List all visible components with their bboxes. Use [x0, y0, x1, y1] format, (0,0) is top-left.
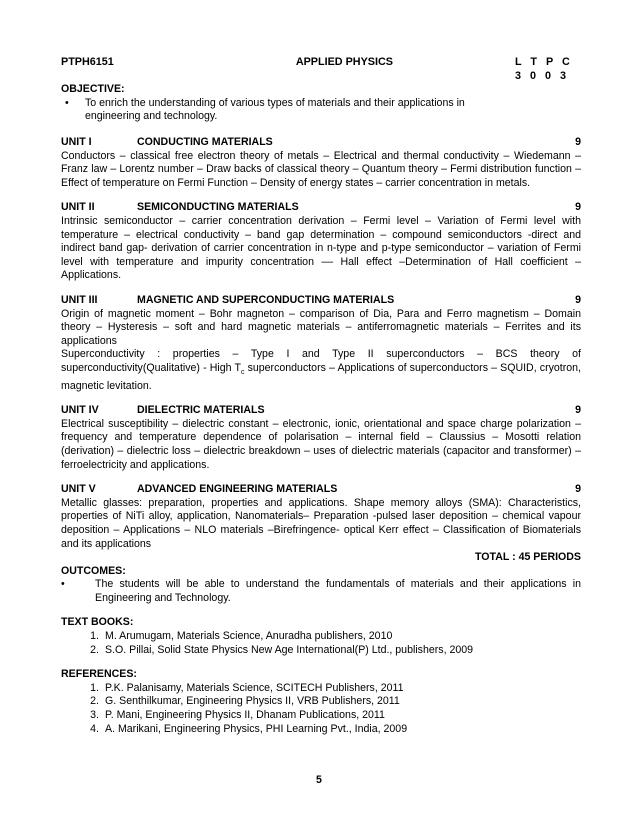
- ltpc-values: 3 0 0 3: [515, 69, 570, 82]
- page-number: 5: [316, 774, 322, 786]
- bullet-icon: •: [65, 96, 69, 109]
- list-item: 1. P.K. Palanisamy, Materials Science, SCITECH Publishers, 2011: [90, 681, 404, 694]
- textbooks-heading: TEXT BOOKS:: [61, 616, 134, 629]
- unit-4-body: Electrical susceptibility – dielectric constant – electronic, ionic, orientational and space charge polarization – frequency and temperature dependence of polarisation – internal field – Claussius – Mosotti relation (derivation) – dielectric loss – dielectric breakdown – uses of dielectric materials (capacitor and transformer) – ferroelectricity and applications.: [61, 417, 581, 471]
- unit-5-body: Metallic glasses: preparation, properties and applications. Shape memory alloys (SMA): Characteristics, properties of NiTi alloy, application, Nanomaterials– Preparation -pulsed laser deposition – chemical vapour deposition – Applications – NLO materials –Birefringence- optical Kerr effect – Classification of Biomaterials and its applications: [61, 496, 581, 550]
- unit-title: DIELECTRIC MATERIALS: [137, 404, 265, 417]
- unit-title: SEMICONDUCTING MATERIALS: [137, 201, 299, 214]
- course-title: APPLIED PHYSICS: [295, 56, 394, 68]
- unit-3-heading: [61, 294, 581, 308]
- unit-hours: 9: [575, 483, 581, 496]
- bullet-icon: •: [61, 578, 65, 591]
- unit-hours: 9: [575, 201, 581, 214]
- outcomes-item: [61, 578, 581, 605]
- outcomes-text: The students will be able to understand the fundamentals of materials and their applications in Engineering and Technology.: [95, 578, 581, 604]
- unit-title: MAGNETIC AND SUPERCONDUCTING MATERIALS: [137, 293, 395, 306]
- textbooks-list: [61, 630, 581, 657]
- list-item: 3. P. Mani, Engineering Physics II, Dhanam Publications, 2011: [90, 709, 385, 722]
- unit-label: UNIT IV: [61, 404, 99, 417]
- references-list: [61, 682, 581, 736]
- unit-2-heading: [61, 201, 581, 215]
- unit-2-body: Intrinsic semiconductor – carrier concentration derivation – Fermi level – Variation of Fermi level with temperature – electrical conductivity – band gap determination – compound semiconductors -direct and indirect band gap- derivation of carrier concentration in n-type and p-type semiconductor – variation of Fermi level with temperature and impurity concentration –– Hall effect –Determination of Hall coefficient – Applications.: [61, 214, 581, 282]
- syllabus-page: [61, 56, 581, 736]
- objective-text-line2: engineering and technology.: [85, 110, 218, 123]
- list-item: 2. G. Senthilkumar, Engineering Physics II, VRB Publishers, 2011: [90, 695, 400, 708]
- unit-label: UNIT V: [61, 483, 96, 496]
- unit-1-heading: [61, 136, 581, 150]
- list-item: 1. M. Arumugam, Materials Science, Anuradha publishers, 2010: [90, 630, 393, 643]
- unit-hours: 9: [575, 135, 581, 148]
- unit-hours: 9: [575, 293, 581, 306]
- unit-1-body: Conductors – classical free electron theory of metals – Electrical and thermal conductivity – Wiedemann – Franz law – Lorentz number – Draw backs of classical theory – Quantum theory – Fermi distribution function – Effect of temperature on Fermi Function – Density of energy states – carrier concentration in metals.: [61, 149, 581, 189]
- objective-text-line1: To enrich the understanding of various types of materials and their applications in: [85, 96, 465, 109]
- unit-label: UNIT I: [61, 135, 92, 148]
- unit-5-heading: [61, 483, 581, 497]
- unit-title: CONDUCTING MATERIALS: [137, 135, 273, 148]
- unit-3-body-superconductivity: Superconductivity : properties – Type I and Type II superconductors – BCS theory of superconductivity(Qualitative) - High $T_c$ superconductors – Applications of superconductors – SQUID, cryotron, magnetic levitation.: [61, 348, 581, 392]
- ltpc-values-row: [61, 70, 581, 84]
- unit-4-heading: [61, 404, 581, 418]
- unit-title: ADVANCED ENGINEERING MATERIALS: [137, 483, 338, 496]
- list-item: 2. S.O. Pillai, Solid State Physics New Age International(P) Ltd., publishers, 2009: [90, 643, 474, 656]
- objective-heading: OBJECTIVE:: [61, 83, 125, 96]
- references-heading: REFERENCES:: [61, 668, 137, 681]
- unit-label: UNIT II: [61, 201, 95, 214]
- ltpc-labels: L T P C: [515, 56, 573, 68]
- list-item: 4. A. Marikani, Engineering Physics, PHI Learning Pvt., India, 2009: [90, 722, 408, 735]
- course-header: [61, 56, 581, 70]
- unit-hours: 9: [575, 404, 581, 417]
- objective-item: [61, 97, 581, 124]
- course-code: PTPH6151: [61, 56, 114, 68]
- total-periods: TOTAL : 45 PERIODS: [475, 551, 581, 564]
- unit-3-body: Origin of magnetic moment – Bohr magneton – comparison of Dia, Para and Ferro magnetism – Domain theory – Hysteresis – soft and hard magnetic materials – antiferromagnetic materials – Ferrites and its applications: [61, 307, 581, 347]
- unit-label: UNIT III: [61, 293, 98, 306]
- outcomes-heading: OUTCOMES:: [61, 564, 126, 577]
